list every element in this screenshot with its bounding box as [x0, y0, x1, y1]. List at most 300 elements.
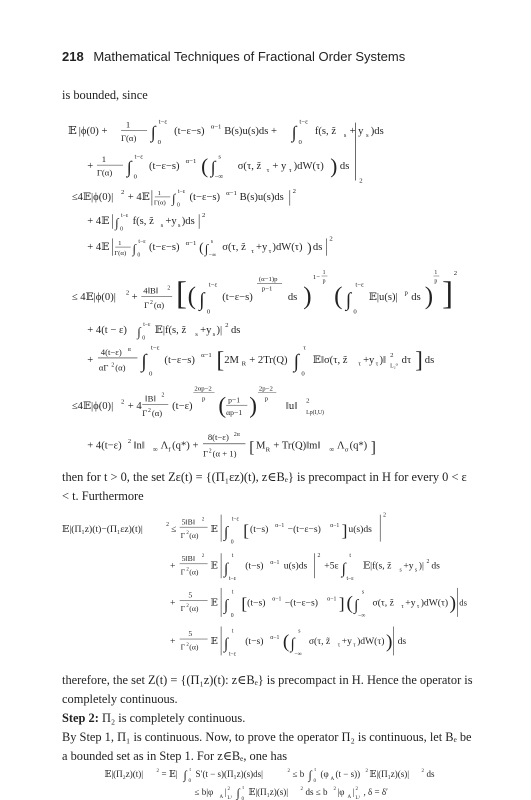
svg-text:2: 2 — [208, 448, 212, 455]
svg-text:∫: ∫ — [308, 768, 312, 782]
svg-text:5‖B‖: 5‖B‖ — [181, 517, 195, 527]
svg-text:B(s)u(s)ds: B(s)u(s)ds — [239, 191, 284, 203]
svg-text:τ: τ — [416, 604, 420, 611]
svg-text:∫: ∫ — [137, 324, 141, 339]
svg-text:Γ: Γ — [142, 407, 148, 418]
svg-text:α−1: α−1 — [201, 352, 212, 359]
svg-text:2: 2 — [329, 235, 333, 243]
svg-text:(φ: (φ — [320, 769, 329, 779]
svg-text:∫: ∫ — [293, 351, 299, 373]
svg-text:τ: τ — [401, 604, 404, 611]
svg-text:ds: ds — [431, 560, 440, 572]
svg-text:t−ε: t−ε — [134, 153, 144, 161]
svg-text:∫: ∫ — [224, 597, 229, 615]
svg-text:p−1: p−1 — [261, 285, 273, 293]
svg-text:t−ε: t−ε — [231, 516, 239, 523]
svg-text:Γ: Γ — [144, 299, 150, 310]
svg-text:(t−s): (t−s) — [250, 524, 269, 535]
svg-text:, δ = δ′: , δ = δ′ — [363, 787, 389, 797]
svg-text:t−ε: t−ε — [138, 239, 146, 246]
svg-text:2: 2 — [201, 517, 205, 523]
svg-text:0: 0 — [149, 370, 153, 378]
svg-text:+ 4𝔼: + 4𝔼 — [87, 215, 110, 227]
svg-text:0: 0 — [313, 779, 316, 784]
svg-text:α−1: α−1 — [327, 596, 337, 603]
svg-text:+ 4𝔼: + 4𝔼 — [127, 191, 150, 203]
svg-text:(t−s): (t−s) — [245, 635, 264, 647]
svg-text:τ: τ — [353, 642, 356, 649]
svg-text:[: [ — [249, 439, 255, 457]
svg-text:2: 2 — [166, 522, 170, 529]
svg-text:]: ] — [338, 594, 345, 614]
svg-text:α−1: α−1 — [330, 523, 340, 530]
svg-text:2: 2 — [383, 512, 386, 519]
svg-text:): ) — [424, 282, 434, 310]
svg-text:)dW(τ): )dW(τ) — [293, 160, 324, 172]
svg-text:u(s)ds: u(s)ds — [348, 524, 372, 535]
svg-text:t−ε: t−ε — [121, 213, 129, 220]
paragraph-step2: By Step 1, Π₁ is continuous. Now, to prove the operator Π₂ is continuous, let Bₑ be a bounded set as in Step 1. For z∈Bₑ, one has — [62, 730, 472, 763]
svg-text:t: t — [231, 628, 234, 635]
svg-text:|: | — [224, 787, 227, 797]
svg-text:= 𝔼|: = 𝔼| — [161, 769, 178, 779]
equation-block-2 — [62, 506, 467, 666]
svg-text:Lp(I,U): Lp(I,U) — [306, 409, 324, 416]
paragraph-precompact-text: then for t > 0, the set Zε(t) = {(Π₁εz)(t), z∈Bₑ} is precompact in H for every 0 < ε < t. Furthermore — [62, 470, 467, 503]
svg-text:𝔼|(Π₂z)(t)|: 𝔼|(Π₂z)(t)| — [104, 769, 144, 779]
step-2-heading — [62, 709, 473, 728]
svg-text:‖n‖: ‖n‖ — [133, 440, 145, 452]
svg-text:∫: ∫ — [172, 191, 176, 206]
svg-text:2: 2 — [333, 787, 336, 792]
svg-text:(t−ε−s): (t−ε−s) — [189, 191, 221, 203]
svg-text:)ds: )ds — [370, 126, 384, 138]
svg-text:(t−s): (t−s) — [245, 560, 264, 572]
svg-text:−∞: −∞ — [214, 173, 224, 181]
svg-text:5: 5 — [188, 629, 193, 639]
svg-text:2M: 2M — [224, 354, 239, 366]
svg-text:dτ: dτ — [401, 354, 412, 366]
svg-text:[: [ — [216, 347, 225, 374]
svg-text:A: A — [330, 777, 335, 782]
svg-text:): ) — [307, 239, 312, 255]
svg-text:0: 0 — [301, 370, 305, 378]
svg-text:5: 5 — [188, 590, 193, 600]
svg-text:L¹: L¹ — [227, 796, 233, 800]
svg-text:p: p — [322, 278, 326, 285]
svg-text:(t−ε): (t−ε) — [172, 401, 193, 413]
svg-text:(q*): (q*) — [349, 440, 368, 452]
svg-text:2: 2 — [426, 558, 430, 565]
svg-text:(t−s): (t−s) — [247, 597, 266, 609]
svg-text:2: 2 — [421, 769, 424, 774]
svg-text:Γ: Γ — [203, 448, 209, 459]
svg-text:𝔼‖σ(τ, z̃: 𝔼‖σ(τ, z̃ — [312, 354, 348, 366]
svg-text:2: 2 — [186, 604, 189, 610]
svg-text:∫: ∫ — [291, 123, 297, 143]
svg-text:): ) — [249, 392, 257, 419]
svg-text:s: s — [414, 567, 418, 574]
svg-text:0: 0 — [241, 797, 244, 800]
svg-text:): ) — [330, 153, 338, 178]
svg-text:−(t−ε−s): −(t−ε−s) — [287, 524, 321, 535]
svg-text:f: f — [168, 446, 171, 454]
svg-text:∫: ∫ — [132, 241, 137, 256]
svg-text:)ds: )ds — [181, 215, 195, 227]
svg-text:S′(t − s)(Π₁z)(s)ds|: S′(t − s)(Π₁z)(s)ds| — [195, 769, 263, 779]
equation-block-1 — [68, 108, 473, 498]
svg-text:2: 2 — [227, 787, 230, 792]
svg-text:M: M — [256, 440, 266, 452]
svg-text:∫: ∫ — [199, 289, 205, 311]
svg-text:|φ: |φ — [337, 787, 345, 797]
svg-text:4‖B‖: 4‖B‖ — [143, 285, 159, 296]
svg-text:α−1: α−1 — [272, 596, 282, 603]
svg-text:Γ: Γ — [180, 530, 186, 540]
svg-text:σ: σ — [344, 446, 349, 454]
svg-text:ds: ds — [339, 160, 350, 172]
svg-text:|: | — [352, 787, 355, 797]
svg-text:)dW(τ): )dW(τ) — [272, 241, 303, 253]
svg-text:)‖: )‖ — [379, 354, 386, 366]
svg-text:2: 2 — [317, 553, 321, 560]
svg-text:p: p — [404, 289, 408, 297]
svg-text:(α): (α) — [153, 299, 165, 310]
step-2-text: Π₂ is completely continuous. — [101, 711, 246, 725]
svg-text:σ(τ, z̃: σ(τ, z̃ — [308, 635, 331, 647]
svg-text:4(t−ε): 4(t−ε) — [100, 347, 122, 358]
svg-text:ds: ds — [230, 324, 241, 336]
svg-text:+: + — [170, 635, 176, 647]
svg-text:(α): (α) — [151, 407, 163, 418]
svg-text:1: 1 — [101, 154, 107, 165]
svg-text:(α): (α) — [189, 604, 199, 614]
svg-text:∫: ∫ — [224, 635, 229, 653]
svg-text:Γ(α): Γ(α) — [96, 167, 113, 178]
svg-text:1: 1 — [434, 270, 438, 277]
svg-text:+ y: + y — [272, 160, 287, 172]
svg-text:‖u‖: ‖u‖ — [285, 401, 298, 413]
svg-text:2: 2 — [201, 554, 205, 560]
svg-text:∫: ∫ — [341, 560, 346, 578]
svg-text:s: s — [361, 589, 365, 596]
svg-text:≤ b|φ: ≤ b|φ — [194, 787, 214, 797]
svg-text:)dW(τ): )dW(τ) — [357, 635, 385, 647]
svg-text:αp−1: αp−1 — [226, 407, 243, 417]
svg-text:∫: ∫ — [141, 351, 147, 373]
svg-text:+: + — [170, 560, 176, 572]
svg-text:∫: ∫ — [183, 768, 187, 782]
svg-text:∫: ∫ — [204, 241, 209, 256]
svg-text:t: t — [242, 786, 244, 791]
svg-text:2: 2 — [125, 289, 130, 297]
svg-text:B(s)u(s)ds +: B(s)u(s)ds + — [224, 126, 277, 138]
svg-text:Λ: Λ — [337, 440, 345, 452]
svg-text:2: 2 — [186, 642, 189, 648]
svg-text:αΓ: αΓ — [98, 362, 109, 373]
svg-text:ds ≤ b: ds ≤ b — [305, 787, 328, 797]
svg-text:Γ: Γ — [180, 604, 186, 614]
svg-text:f(s, z̃: f(s, z̃ — [132, 215, 154, 227]
svg-text:2: 2 — [365, 769, 368, 774]
svg-text:2: 2 — [148, 407, 151, 414]
svg-text:α−1: α−1 — [185, 240, 197, 248]
svg-text:2αp−2: 2αp−2 — [194, 385, 212, 393]
svg-text:+ 4(t − ε): + 4(t − ε) — [87, 324, 127, 336]
svg-text:): ) — [386, 631, 393, 653]
svg-text:Γ(α): Γ(α) — [153, 199, 166, 207]
svg-text:α−1: α−1 — [270, 559, 280, 566]
svg-text:(t−ε−s): (t−ε−s) — [149, 241, 180, 253]
svg-text:(: ( — [218, 392, 227, 419]
svg-text:σ(τ, z̃: σ(τ, z̃ — [222, 241, 246, 253]
svg-text:2: 2 — [186, 530, 189, 536]
svg-text:𝔼: 𝔼 — [210, 524, 218, 535]
svg-text:t−ε: t−ε — [150, 344, 160, 352]
svg-text:2α: 2α — [233, 432, 240, 439]
svg-text:∫: ∫ — [236, 786, 240, 800]
svg-text:∞: ∞ — [329, 446, 335, 454]
svg-text:t: t — [231, 589, 234, 596]
svg-text:(α + 1): (α + 1) — [212, 448, 237, 459]
svg-text:0: 0 — [142, 335, 146, 342]
svg-text:s: s — [177, 221, 181, 229]
svg-text:2: 2 — [300, 787, 303, 792]
svg-text:2: 2 — [127, 437, 132, 445]
svg-text:f(s, z̃: f(s, z̃ — [314, 126, 337, 138]
svg-text:2: 2 — [225, 322, 229, 330]
svg-text:τ: τ — [251, 247, 254, 255]
svg-text:u(s)ds: u(s)ds — [283, 560, 308, 572]
svg-text:σ(τ, z̃: σ(τ, z̃ — [237, 160, 262, 172]
svg-text:[: [ — [176, 275, 187, 312]
svg-text:2: 2 — [111, 362, 115, 369]
svg-text:L₂⁰: L₂⁰ — [390, 363, 398, 370]
svg-text:+ 4: + 4 — [127, 401, 142, 413]
svg-text:1: 1 — [125, 119, 131, 130]
svg-text:p−1: p−1 — [228, 395, 241, 405]
svg-text:ds: ds — [312, 241, 323, 253]
svg-text:(t−ε−s): (t−ε−s) — [149, 160, 180, 172]
svg-text:t−ε: t−ε — [346, 576, 354, 583]
svg-text:): ) — [449, 593, 457, 615]
svg-text:≤4𝔼|ϕ(0)|: ≤4𝔼|ϕ(0)| — [71, 191, 114, 203]
svg-text:+y: +y — [256, 241, 268, 253]
svg-text:∫: ∫ — [210, 157, 216, 177]
svg-text:s: s — [210, 239, 213, 246]
svg-text:α−1: α−1 — [210, 123, 222, 131]
svg-text:]: ] — [442, 275, 454, 312]
svg-text:2: 2 — [121, 398, 125, 406]
svg-text:𝔼|(Π₁z)(t)−(Π₁εz)(t)|: 𝔼|(Π₁z)(t)−(Π₁εz)(t)| — [62, 524, 143, 535]
svg-text:0: 0 — [230, 539, 234, 546]
svg-text:2: 2 — [121, 189, 125, 197]
svg-text:+: + — [87, 354, 94, 366]
equation-block-3 — [92, 766, 497, 800]
svg-text:2: 2 — [390, 352, 394, 359]
svg-text:p: p — [202, 395, 206, 403]
svg-text:α: α — [127, 347, 131, 354]
svg-text:1−: 1− — [312, 273, 321, 281]
svg-text:α−1: α−1 — [275, 523, 285, 530]
svg-text:2: 2 — [355, 787, 358, 792]
svg-text:𝔼: 𝔼 — [210, 560, 218, 572]
svg-text:s: s — [365, 132, 369, 140]
svg-text:𝔼|(Π₁z)(s)|: 𝔼|(Π₁z)(s)| — [369, 769, 410, 779]
svg-text:5‖B‖: 5‖B‖ — [181, 553, 195, 563]
svg-text:∞: ∞ — [152, 446, 158, 454]
svg-text:R: R — [265, 446, 271, 454]
svg-text:0: 0 — [120, 226, 123, 233]
svg-text:𝔼|u(s)|: 𝔼|u(s)| — [368, 292, 398, 304]
paragraph-precompact — [62, 468, 473, 506]
svg-text:1: 1 — [322, 270, 326, 277]
svg-text:ds: ds — [397, 635, 407, 647]
svg-text:ds: ds — [411, 292, 421, 304]
svg-text:s: s — [298, 628, 301, 635]
svg-text:τ: τ — [303, 344, 307, 352]
svg-text:(: ( — [282, 631, 290, 653]
svg-text:A: A — [219, 795, 224, 800]
svg-text:)dW(τ): )dW(τ) — [420, 597, 449, 609]
svg-text:∫: ∫ — [150, 123, 156, 143]
svg-text:2: 2 — [202, 212, 206, 220]
svg-text:2p−2: 2p−2 — [258, 385, 273, 393]
svg-text:R: R — [241, 360, 247, 368]
svg-text:s: s — [218, 153, 222, 161]
svg-text:+y: +y — [405, 597, 416, 609]
svg-text:t: t — [314, 768, 316, 773]
svg-text:t−ε: t−ε — [228, 576, 237, 583]
svg-text:0: 0 — [137, 252, 141, 259]
svg-text:Γ: Γ — [180, 567, 186, 577]
svg-text:(t−ε−s): (t−ε−s) — [174, 126, 205, 138]
svg-text:(α): (α) — [189, 567, 199, 577]
svg-text:2: 2 — [287, 769, 290, 774]
svg-text:1: 1 — [118, 240, 122, 248]
svg-text:τ: τ — [337, 642, 341, 649]
svg-text:+5ε: +5ε — [324, 560, 339, 572]
svg-text:∫: ∫ — [290, 635, 295, 653]
svg-text:s: s — [212, 330, 216, 338]
svg-text:𝔼: 𝔼 — [210, 597, 218, 609]
svg-text:t−ε: t−ε — [208, 281, 218, 289]
svg-text:+y: +y — [403, 560, 414, 572]
svg-text:0: 0 — [353, 308, 357, 316]
svg-text:]: ] — [415, 347, 423, 374]
svg-text:A: A — [347, 795, 352, 800]
svg-text:𝔼|f(s, z̃: 𝔼|f(s, z̃ — [154, 324, 187, 336]
svg-text:t−ε: t−ε — [228, 651, 237, 658]
svg-text:≤4𝔼|ϕ(0)|: ≤4𝔼|ϕ(0)| — [71, 401, 114, 413]
svg-text:+ Tr(Q)‖m‖: + Tr(Q)‖m‖ — [273, 440, 321, 452]
svg-text:∫: ∫ — [224, 560, 229, 578]
svg-text:0: 0 — [157, 138, 162, 146]
svg-text:Γ(α): Γ(α) — [121, 133, 137, 143]
svg-text:0: 0 — [298, 138, 302, 146]
running-title: Mathematical Techniques of Fractional Order Systems — [93, 49, 406, 64]
svg-text:τ: τ — [288, 166, 292, 174]
svg-text:1: 1 — [157, 190, 162, 197]
paragraph-bounded: is bounded, since — [62, 88, 148, 102]
eq1-line1: 𝔼 |ϕ(0) + — [68, 124, 108, 138]
svg-text:∫: ∫ — [224, 523, 229, 541]
running-header — [62, 49, 405, 64]
svg-text:(t − s)): (t − s)) — [335, 769, 361, 779]
svg-text:2: 2 — [167, 285, 171, 292]
svg-text:(α): (α) — [115, 362, 126, 373]
svg-text:−(t−ε−s): −(t−ε−s) — [284, 597, 318, 609]
page-number: 218 — [62, 49, 84, 64]
svg-text:t−ε: t−ε — [299, 118, 308, 126]
svg-text:ds: ds — [426, 769, 435, 779]
svg-text:∫: ∫ — [126, 157, 132, 177]
svg-text:[: [ — [241, 594, 248, 614]
svg-text:2: 2 — [359, 177, 363, 185]
svg-text:𝔼: 𝔼 — [210, 635, 218, 647]
svg-text:0: 0 — [133, 173, 137, 181]
svg-text:2: 2 — [453, 270, 458, 278]
svg-text:t−ε: t−ε — [177, 189, 186, 196]
svg-text:)|: )| — [418, 560, 424, 572]
svg-text:(α): (α) — [189, 642, 199, 652]
svg-text:−∞: −∞ — [294, 651, 302, 658]
svg-text:8(t−ε): 8(t−ε) — [207, 431, 229, 442]
svg-text:+y: +y — [200, 324, 212, 336]
svg-text:+ 4(t−ε): + 4(t−ε) — [87, 440, 122, 452]
step-2-label: Step 2: — [62, 711, 99, 725]
svg-text:0: 0 — [176, 202, 180, 209]
svg-text:t: t — [189, 768, 191, 773]
svg-text:(α−1)p: (α−1)p — [258, 275, 278, 283]
svg-text:(: ( — [334, 282, 343, 310]
svg-text:s: s — [160, 221, 164, 229]
svg-text:2: 2 — [156, 769, 159, 774]
svg-text:ds: ds — [424, 354, 435, 366]
svg-text:p: p — [264, 395, 269, 403]
svg-text:+y: +y — [341, 635, 352, 647]
svg-text:‖B‖: ‖B‖ — [145, 393, 156, 404]
svg-text:+ 4𝔼: + 4𝔼 — [87, 241, 110, 253]
svg-text:L¹: L¹ — [355, 796, 361, 800]
svg-text:+ y: + y — [349, 126, 364, 138]
svg-text:Γ: Γ — [180, 642, 186, 652]
svg-text:α−1: α−1 — [185, 158, 197, 166]
svg-text:∫: ∫ — [354, 597, 359, 615]
svg-text:2: 2 — [149, 299, 153, 306]
svg-text:+ 2Tr(Q): + 2Tr(Q) — [249, 354, 288, 366]
svg-text:−∞: −∞ — [358, 612, 366, 619]
svg-text:s: s — [343, 132, 347, 140]
svg-text:t−ε: t−ε — [355, 281, 364, 289]
svg-text:τ: τ — [266, 166, 270, 174]
svg-text:(: ( — [199, 239, 204, 255]
svg-text:(: ( — [201, 153, 209, 178]
svg-text:α−1: α−1 — [226, 190, 237, 197]
svg-text:ds: ds — [287, 292, 298, 304]
svg-text:Λ: Λ — [160, 440, 169, 452]
svg-text:τ: τ — [375, 360, 379, 368]
svg-text:𝔼|(Π₁z)(s)|: 𝔼|(Π₁z)(s)| — [248, 787, 289, 797]
svg-text:[: [ — [243, 520, 250, 540]
svg-text:(: ( — [346, 593, 353, 615]
svg-text:0: 0 — [206, 308, 211, 316]
svg-text:t: t — [231, 553, 234, 560]
paragraph-therefore: therefore, the set Z(t) = {(Π₁z)(t): z∈Bₑ} is precompact in H. Hence the operator is completely continuous. — [62, 673, 473, 706]
svg-text:]: ] — [370, 439, 376, 457]
svg-text:𝔼|f(s, z̃: 𝔼|f(s, z̃ — [362, 560, 392, 572]
svg-text:τ: τ — [268, 247, 272, 255]
